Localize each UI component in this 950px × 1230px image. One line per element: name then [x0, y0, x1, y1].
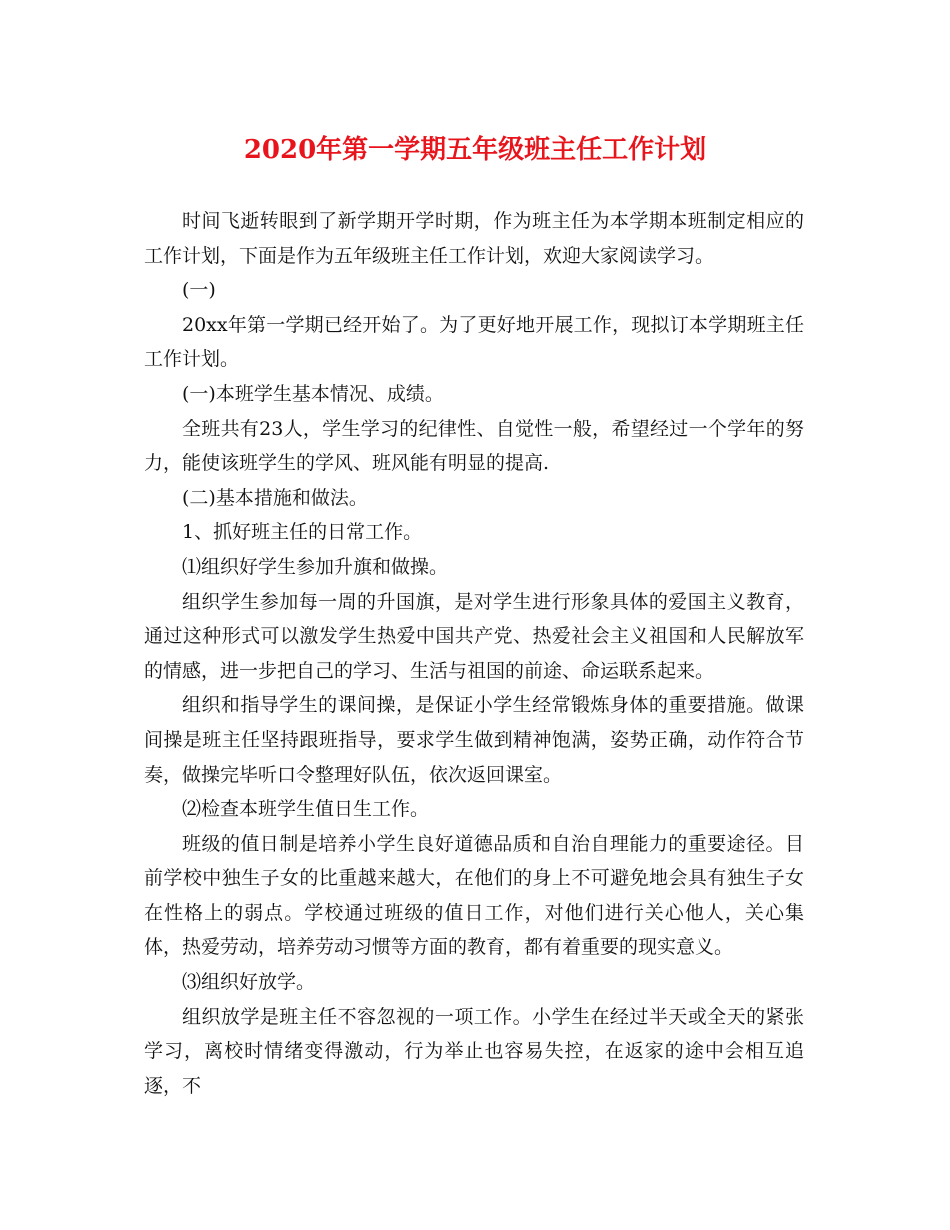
heading-basic-measures: (二)基本措施和做法。: [182, 486, 368, 509]
heading-dismissal: ⑶组织好放学。: [182, 971, 316, 994]
heading-daily-work: 1、抓好班主任的日常工作。: [182, 521, 423, 544]
paragraph-exercise: 组织和指导学生的课间操，是保证小学生经常锻炼身体的重要措施。做课间操是班主任坚持跟班指导，要求学生做到精神饱满，姿势正确，动作符合节奏，做操完毕听口令整理好队伍，依次返回课室。: [144, 694, 804, 786]
paragraph-flag-raising: 组织学生参加每一周的升国旗，是对学生进行形象具体的爱国主义教育，通过这种形式可以激发学生热爱中国共产党、热爱社会主义祖国和人民解放军的情感，进一步把自己的学习、生活与祖国的前途、命运联系起来。: [144, 590, 804, 682]
paragraph-section-marker: (一): [182, 279, 216, 302]
document-title: 2020年第一学期五年级班主任工作计划: [243, 135, 707, 165]
document-body: [144, 204, 804, 1103]
heading-duty-check: ⑵检查本班学生值日生工作。: [182, 798, 430, 821]
paragraph-duty-system: 班级的值日制是培养小学生良好道德品质和自治自理能力的重要途径。目前学校中独生子女的比重越来越大，在他们的身上不可避免地会具有独生子女在性格上的弱点。学校通过班级的值日工作，对他们进行关心他人，关心集体，热爱劳动，培养劳动习惯等方面的教育，都有着重要的现实意义。: [144, 832, 804, 959]
paragraph-class-situation: 全班共有23人，学生学习的纪律性、自觉性一般，希望经过一个学年的努力，能使该班学生的学风、班风能有明显的提高.: [144, 417, 804, 475]
paragraph-semester-start: 20xx年第一学期已经开始了。为了更好地开展工作，现拟订本学期班主任工作计划。: [144, 313, 804, 371]
heading-class-situation: (一)本班学生基本情况、成绩。: [182, 382, 444, 405]
paragraph-dismissal: 组织放学是班主任不容忽视的一项工作。小学生在经过半天或全天的紧张学习，离校时情绪变得激动，行为举止也容易失控，在返家的途中会相互追逐，不: [144, 1005, 804, 1097]
heading-flag-and-exercise: ⑴组织好学生参加升旗和做操。: [182, 555, 449, 578]
paragraph-intro: 时间飞逝转眼到了新学期开学时期，作为班主任为本学期本班制定相应的工作计划，下面是作为五年级班主任工作计划，欢迎大家阅读学习。: [144, 210, 804, 267]
